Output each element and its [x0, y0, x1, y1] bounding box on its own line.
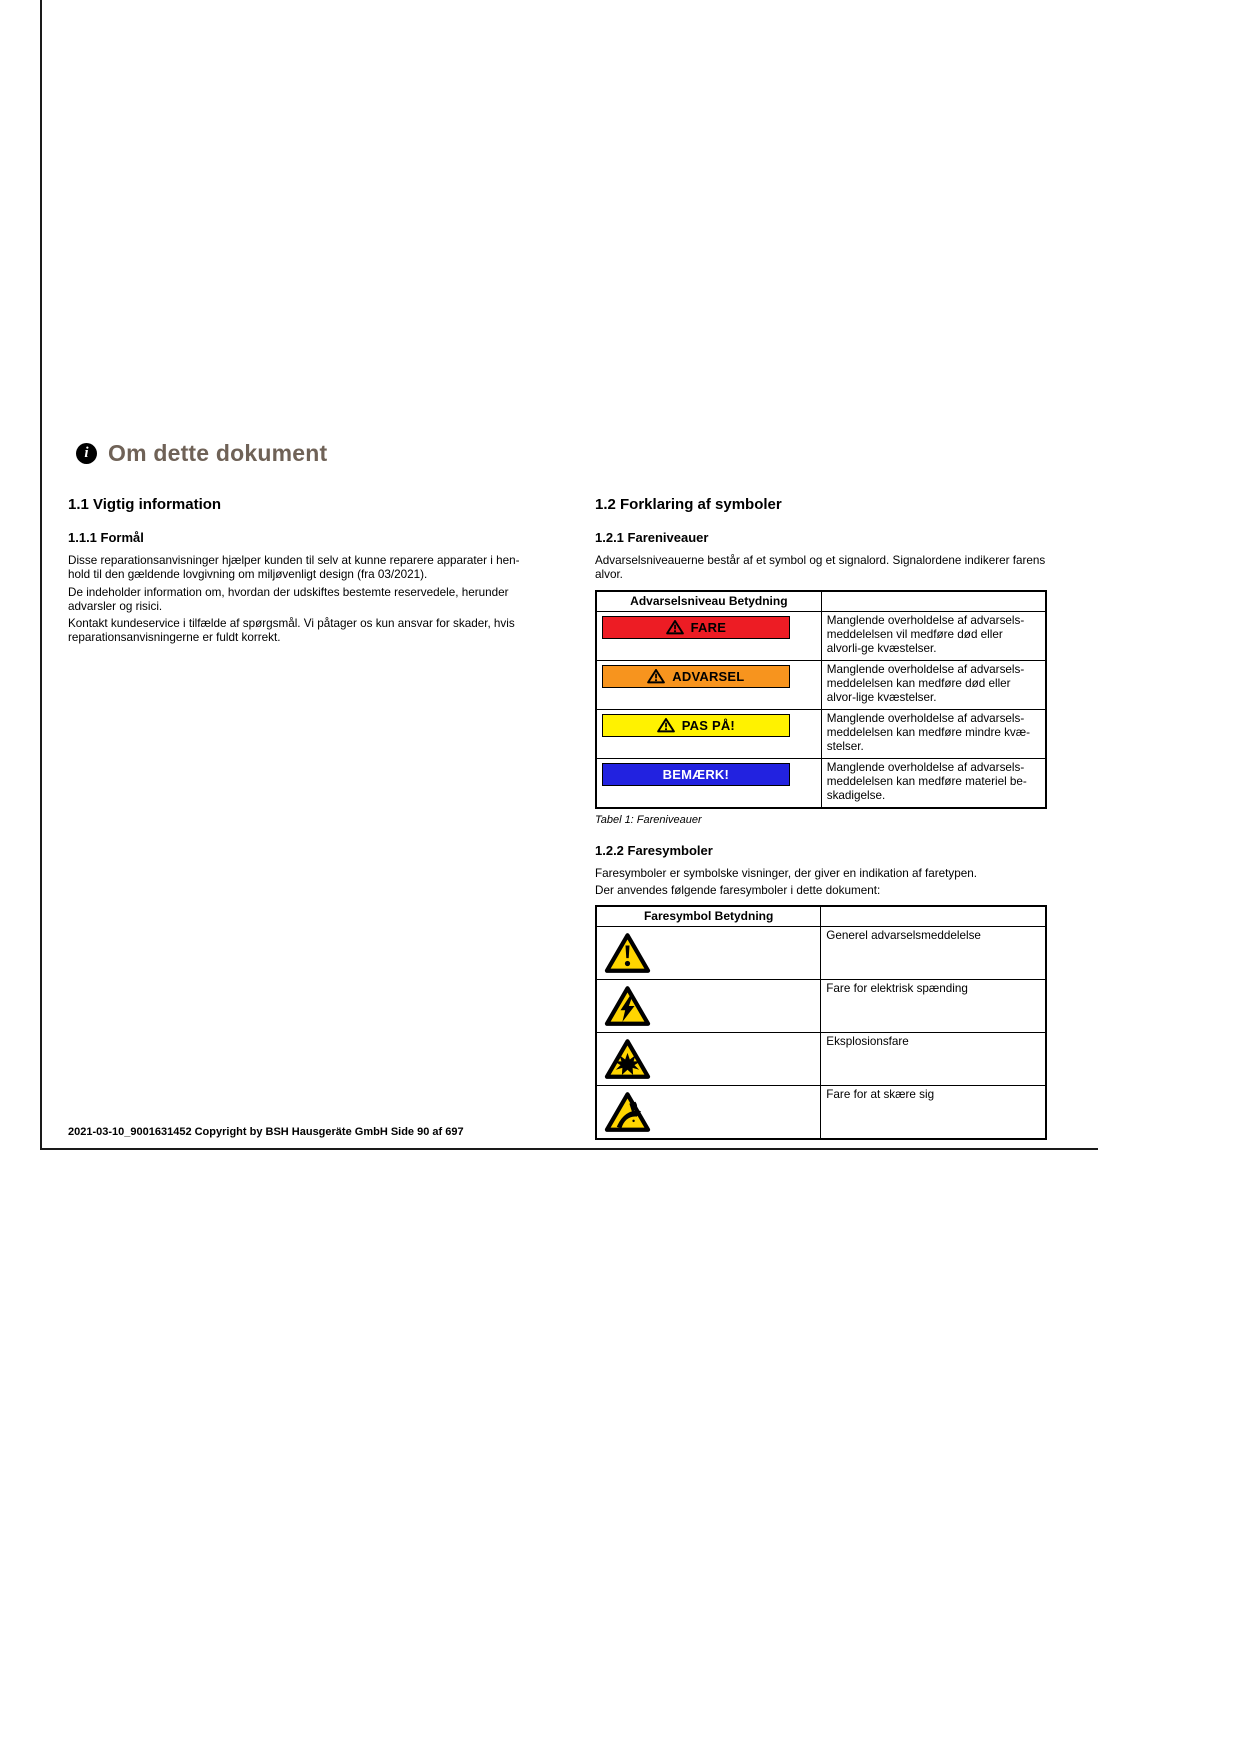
subsection-heading-1-2-2: 1.2.2 Faresymboler [595, 842, 713, 858]
page-footer: 2021-03-10_9001631452 Copyright by BSH Hausgeräte GmbH Side 90 af 697 [68, 1126, 464, 1138]
danger-description: Manglende overholdelse af advarsels-meddelelsen kan medføre materiel be-skadigelse. [826, 760, 1027, 802]
chapter-title-text: Om dette dokument [108, 440, 328, 466]
hazard-description: Eksplosionsfare [826, 1035, 909, 1049]
subsection-heading-1-1-1: 1.1.1 Formål [68, 530, 144, 545]
table-row [596, 980, 1046, 1033]
table-row [596, 660, 1046, 709]
danger-table-header: Advarselsniveau Betydning [596, 591, 821, 612]
chapter-title [76, 440, 327, 467]
hazard-symbol-cell [596, 927, 821, 980]
danger-levels-table [595, 590, 1047, 809]
danger-level-cell [596, 709, 821, 758]
left-column [68, 496, 538, 649]
paragraph: De indeholder information om, hvordan der udskiftes bestemte reservedele, herunder advarsler og risici. [68, 585, 509, 613]
table-row [596, 611, 1046, 660]
paragraph: Disse reparationsanvisninger hjælper kunden til selv at kunne reparere apparater i hen-hold til den gældende lovgivning om miljøvenligt design (fra 03/2021). [68, 554, 520, 582]
hazard-table-header: Faresymbol Betydning [596, 906, 821, 927]
hazard-symbol-cell [596, 980, 821, 1033]
electric-voltage-icon [604, 985, 651, 1027]
hazard-symbol-cell [596, 1033, 821, 1086]
hazard-symbols-table [595, 905, 1047, 1140]
danger-level-cell [596, 660, 821, 709]
danger-level-badge-pas-pa [602, 714, 790, 737]
hazard-symbol-cell [596, 1086, 821, 1140]
paragraph: Kontakt kundeservice i tilfælde af spørgsmål. Vi påtager os kun ansvar for skader, hvis reparationsanvisningerne er fuldt korrekt. [68, 617, 515, 645]
hazard-description-cell [821, 1033, 1046, 1086]
intro-paragraph: Der anvendes følgende faresymboler i dette dokument: [595, 884, 881, 898]
danger-level-cell [596, 758, 821, 808]
danger-level-label: PAS PÅ! [681, 717, 735, 733]
table-row [596, 1086, 1046, 1140]
danger-description: Manglende overholdelse af advarsels-meddelelsen kan medføre mindre kvæ-stelser. [826, 711, 1031, 753]
info-icon: i [76, 443, 97, 464]
cut-hazard-icon [604, 1091, 651, 1133]
page-edge-line-horizontal [40, 1148, 1098, 1150]
section-heading-1-1: 1.1 Vigtig information [68, 496, 222, 513]
general-warning-icon [604, 932, 651, 974]
danger-level-badge-advarsel [602, 665, 790, 688]
hazard-table-header-empty [821, 906, 1046, 927]
hazard-description: Fare for elektrisk spænding [826, 982, 968, 996]
warning-triangle-icon [657, 717, 675, 733]
danger-level-label: BEMÆRK! [662, 766, 730, 782]
hazard-description-cell [821, 1086, 1046, 1140]
danger-level-badge-bemaerk [602, 763, 790, 786]
table-row [596, 1033, 1046, 1086]
right-column [595, 496, 1047, 1140]
warning-triangle-icon [666, 619, 684, 635]
danger-description-cell [821, 611, 1046, 660]
danger-description: Manglende overholdelse af advarsels-meddelelsen vil medføre død eller alvorli-ge kvæstelser. [826, 613, 1025, 655]
danger-level-cell [596, 611, 821, 660]
explosion-icon [604, 1038, 651, 1080]
subsection-heading-1-2-1: 1.2.1 Fareniveauer [595, 530, 709, 545]
table-caption: Tabel 1: Fareniveauer [595, 813, 702, 826]
table-header-row [596, 591, 1046, 612]
danger-level-label: ADVARSEL [672, 668, 745, 684]
table-row [596, 927, 1046, 980]
danger-level-label: FARE [690, 619, 727, 635]
hazard-description: Generel advarselsmeddelelse [826, 929, 981, 943]
hazard-description-cell [821, 927, 1046, 980]
hazard-description-cell [821, 980, 1046, 1033]
page-edge-line-vertical [40, 0, 42, 1150]
hazard-description: Fare for at skære sig [826, 1088, 935, 1102]
section-heading-1-2: 1.2 Forklaring af symboler [595, 496, 782, 513]
table-row [596, 758, 1046, 808]
table-header-row [596, 906, 1046, 927]
danger-description: Manglende overholdelse af advarsels-meddelelsen kan medføre død eller alvor-lige kvæstelser. [826, 662, 1025, 704]
danger-description-cell [821, 758, 1046, 808]
danger-level-badge-fare [602, 616, 790, 639]
danger-table-header-empty [821, 591, 1046, 612]
warning-triangle-icon [647, 668, 665, 684]
danger-description-cell [821, 709, 1046, 758]
danger-description-cell [821, 660, 1046, 709]
intro-paragraph: Faresymboler er symbolske visninger, der giver en indikation af faretypen. [595, 866, 977, 880]
table-row [596, 709, 1046, 758]
intro-paragraph: Advarselsniveauerne består af et symbol og et signalord. Signalordene indikerer farens alvor. [595, 554, 1046, 582]
